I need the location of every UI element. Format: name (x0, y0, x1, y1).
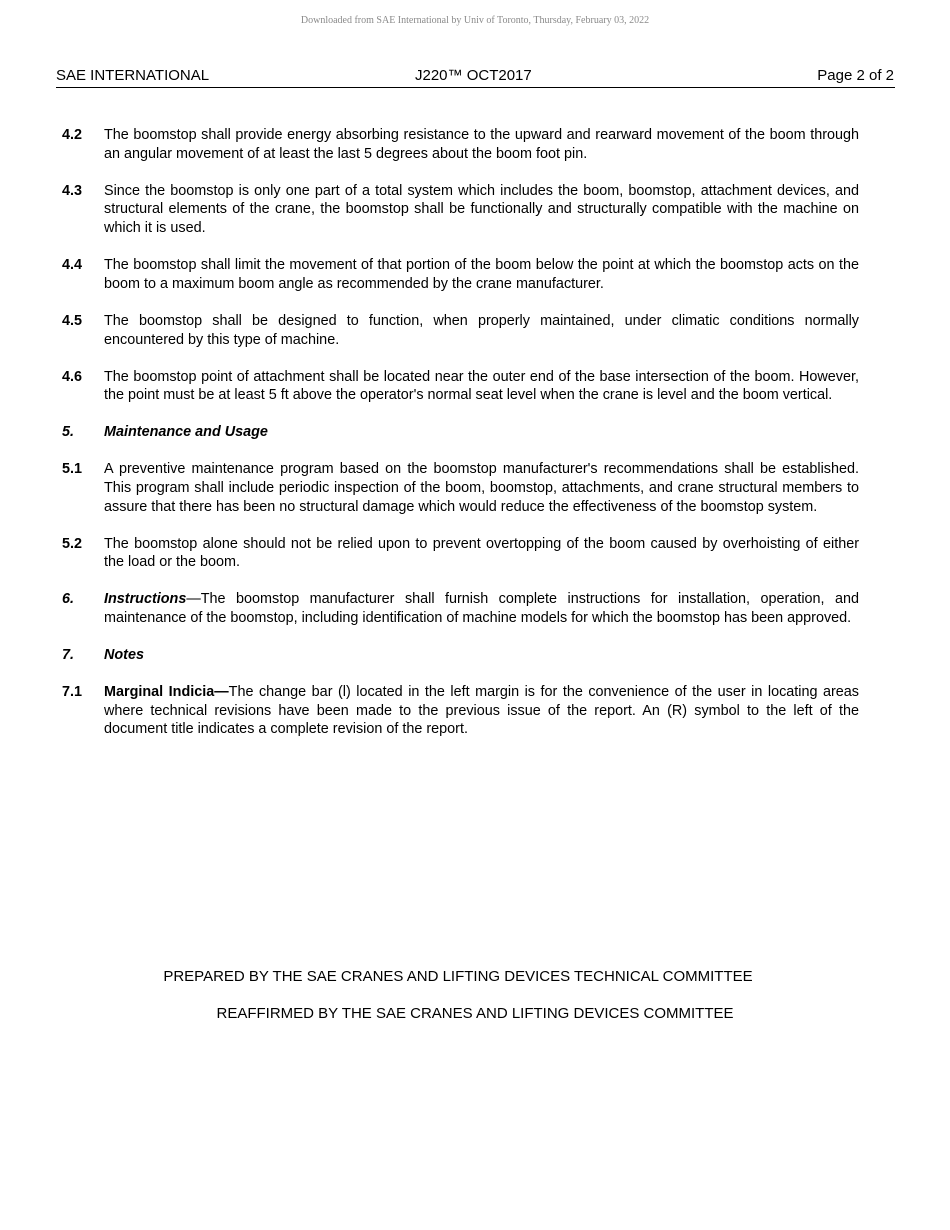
section-text: The boomstop shall provide energy absorbing resistance to the upward and rearward movement of the boom through an angular movement of at least the last 5 degrees about the boom foot pin. (104, 127, 859, 162)
section-number: 5.2 (62, 535, 83, 552)
download-watermark: Downloaded from SAE International by Univ of Toronto, Thursday, February 03, 2022 (300, 15, 650, 26)
section-text: A preventive maintenance program based on the boomstop manufacturer's recommendations shall be established. This program shall include periodic inspection of the boom, boomstop, attachments, and crane structural members to assure that there has been no structural damage which would reduce the effectiveness of the boomstop system. (104, 461, 859, 515)
section-4-3 (62, 182, 859, 238)
section-4-2 (62, 126, 859, 163)
section-number: 4.2 (62, 127, 83, 143)
section-lead-heading: Marginal Indicia— (104, 684, 229, 701)
section-6 (62, 590, 859, 627)
prepared-by-statement: PREPARED BY THE SAE CRANES AND LIFTING DEVICES TECHNICAL COMMITTEE (163, 968, 753, 985)
section-text (104, 590, 859, 627)
page-header (56, 66, 895, 88)
section-5-2 (62, 535, 859, 572)
section-4-4 (62, 256, 859, 293)
section-lead-heading: Instructions (104, 591, 187, 608)
section-body: —The boomstop manufacturer shall furnish complete instructions for installation, operation, and maintenance of the boomstop, including identification of machine models for which the boomstop has been approved. (104, 591, 859, 627)
section-number: 4.3 (62, 182, 83, 199)
section-number: 4.6 (62, 368, 83, 385)
section-heading: Maintenance and Usage (104, 424, 268, 441)
section-5-1 (62, 460, 859, 516)
section-5-heading (62, 423, 859, 442)
section-number: 6. (62, 591, 75, 608)
section-text: Since the boomstop is only one part of a total system which includes the boom, boomstop, attachment devices, and structural elements of the crane, the boomstop shall be functionally and structurally compatible with the machine on which it is used. (104, 182, 859, 237)
section-number: 7.1 (62, 684, 83, 701)
section-text: The boomstop shall limit the movement of that portion of the boom below the point at which the boomstop acts on the boom to a maximum boom angle as recommended by the crane manufacturer. (104, 257, 859, 292)
header-publisher: SAE INTERNATIONAL (56, 67, 210, 84)
section-text: The boomstop alone should not be relied upon to prevent overtopping of the boom caused by overhoisting of either the load or the boom. (104, 535, 859, 571)
header-page-number: Page 2 of 2 (817, 67, 894, 84)
section-text: The boomstop shall be designed to function, when properly maintained, under climatic conditions normally encountered by this type of machine. (104, 312, 859, 348)
reaffirmed-by-statement: REAFFIRMED BY THE SAE CRANES AND LIFTING DEVICES COMMITTEE (216, 1005, 734, 1022)
section-number: 5. (62, 424, 75, 441)
section-heading: Notes (104, 647, 144, 664)
document-body (62, 126, 859, 757)
section-4-5 (62, 312, 859, 349)
section-number: 4.4 (62, 257, 83, 274)
section-body: The change bar (l) located in the left margin is for the convenience of the user in locating areas where technical revisions have been made to the previous issue of the report. An (R) symbol to the left of the document title indicates a complete revision of the report. (104, 684, 859, 738)
header-document-id: J220™ OCT2017 (415, 67, 532, 84)
section-7-heading (62, 646, 859, 665)
section-number: 5.1 (62, 461, 83, 478)
section-text: The boomstop point of attachment shall be located near the outer end of the base intersection of the boom. However, the point must be at least 5 ft above the operator's normal seat level when the crane is level and the boom vertical. (104, 368, 859, 404)
section-4-6 (62, 368, 859, 405)
section-number: 4.5 (62, 312, 83, 329)
section-number: 7. (62, 647, 75, 664)
section-7-1 (62, 683, 859, 739)
section-text (104, 683, 859, 739)
